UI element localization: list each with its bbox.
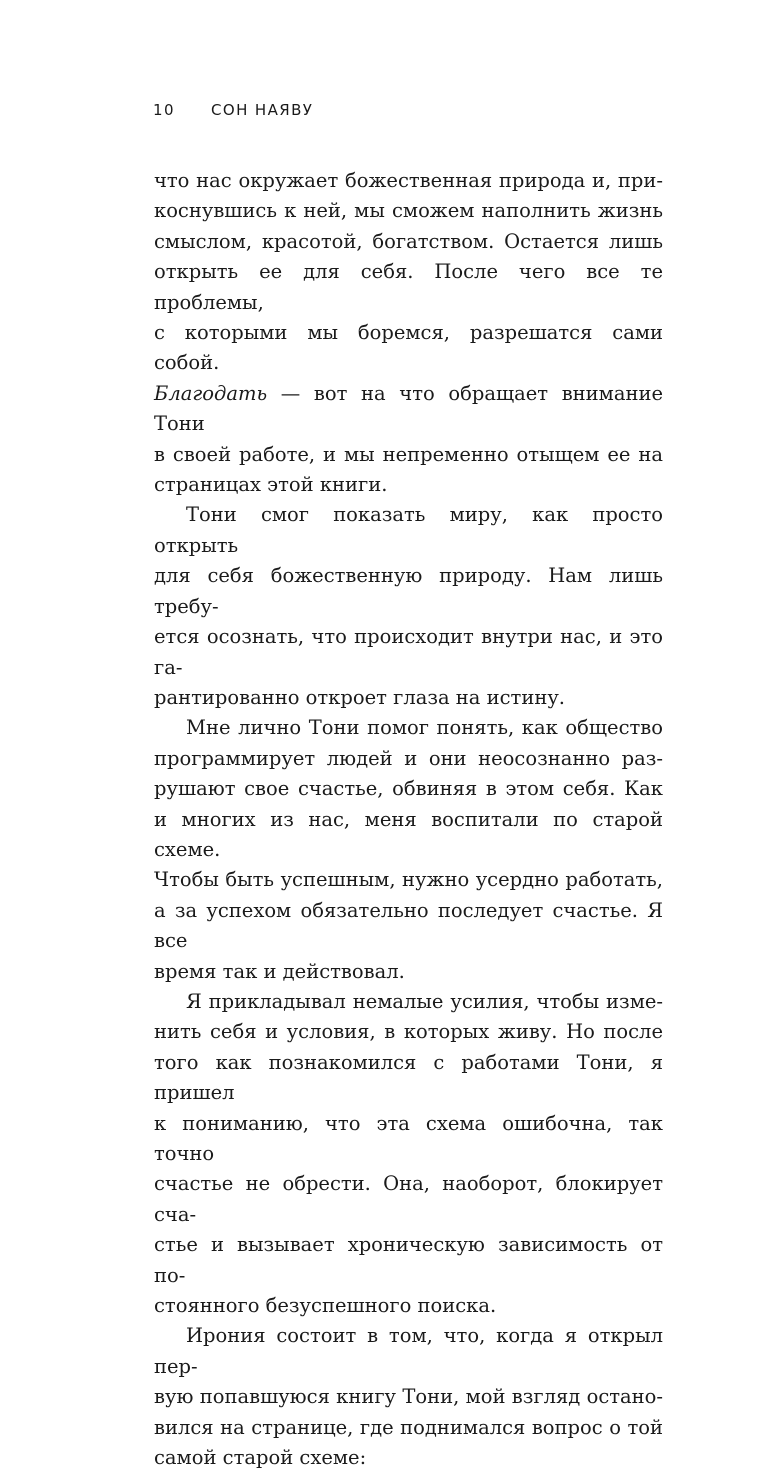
paragraph-1 — [154, 166, 663, 500]
text-line: Тони смог показать миру, как просто открыть — [154, 503, 663, 557]
text-line: открыть ее для себя. После чего все те проблемы, — [154, 260, 663, 314]
text-line: стоянного безуспешного поиска. — [154, 1294, 497, 1318]
text-line: Ирония состоит в том, что, когда я открыл пер- — [154, 1324, 663, 1378]
text-line: в своей работе, и мы непременно отыщем ее на — [154, 442, 663, 466]
text-line: коснувшись к ней, мы сможем наполнить жизнь — [154, 199, 663, 223]
emphasis-rest: — вот на что обращает внимание Тони — [154, 381, 663, 436]
text-line: программирует людей и они неосознанно раз- — [154, 746, 663, 770]
text-line: время так и действовал. — [154, 959, 405, 983]
running-header — [153, 101, 613, 125]
text-line: Мне лично Тони помог понять, как общество — [186, 716, 663, 740]
text-line: и многих из нас, меня воспитали по старой схеме. — [154, 807, 663, 861]
paragraph-3 — [154, 713, 663, 987]
body-text — [154, 166, 663, 1473]
text-line: самой старой схеме: — [154, 1446, 367, 1470]
paragraph-2 — [154, 500, 663, 713]
text-line: Я прикладывал немалые усилия, чтобы изме- — [186, 989, 663, 1013]
text-line: счастье не обрести. Она, наоборот, блокирует сча- — [154, 1172, 663, 1226]
text-line-emphasis — [154, 379, 663, 440]
running-title: СОН НАЯВУ — [211, 101, 314, 119]
text-line: рантированно откроет глаза на истину. — [154, 685, 565, 709]
emphasis-word: Благодать — [154, 381, 268, 405]
text-line: с которыми мы боремся, разрешатся сами собой. — [154, 321, 663, 375]
paragraph-5 — [154, 1321, 663, 1473]
text-line: ется осознать, что происходит внутри нас, и это га- — [154, 625, 663, 679]
text-line: стье и вызывает хроническую зависимость от по- — [154, 1233, 663, 1287]
text-line: страницах этой книги. — [154, 473, 388, 497]
text-line: вился на странице, где поднимался вопрос о той — [154, 1415, 663, 1439]
text-line: Чтобы быть успешным, нужно усердно работать, — [154, 868, 663, 892]
text-line: к пониманию, что эта схема ошибочна, так точно — [154, 1111, 663, 1165]
page-number: 10 — [153, 101, 175, 119]
text-line: для себя божественную природу. Нам лишь требу- — [154, 564, 663, 618]
text-line: что нас окружает божественная природа и, при- — [154, 169, 663, 192]
text-line: вую попавшуюся книгу Тони, мой взгляд остано- — [154, 1385, 663, 1409]
text-line: рушают свое счастье, обвиняя в этом себя. Как — [154, 777, 663, 801]
text-line: нить себя и условия, в которых живу. Но после — [154, 1020, 663, 1044]
paragraph-4 — [154, 987, 663, 1321]
text-line: а за успехом обязательно последует счастье. Я все — [154, 898, 663, 953]
text-line: того как познакомился с работами Тони, я пришел — [154, 1050, 663, 1105]
text-line: смыслом, красотой, богатством. Остается лишь — [154, 229, 663, 253]
